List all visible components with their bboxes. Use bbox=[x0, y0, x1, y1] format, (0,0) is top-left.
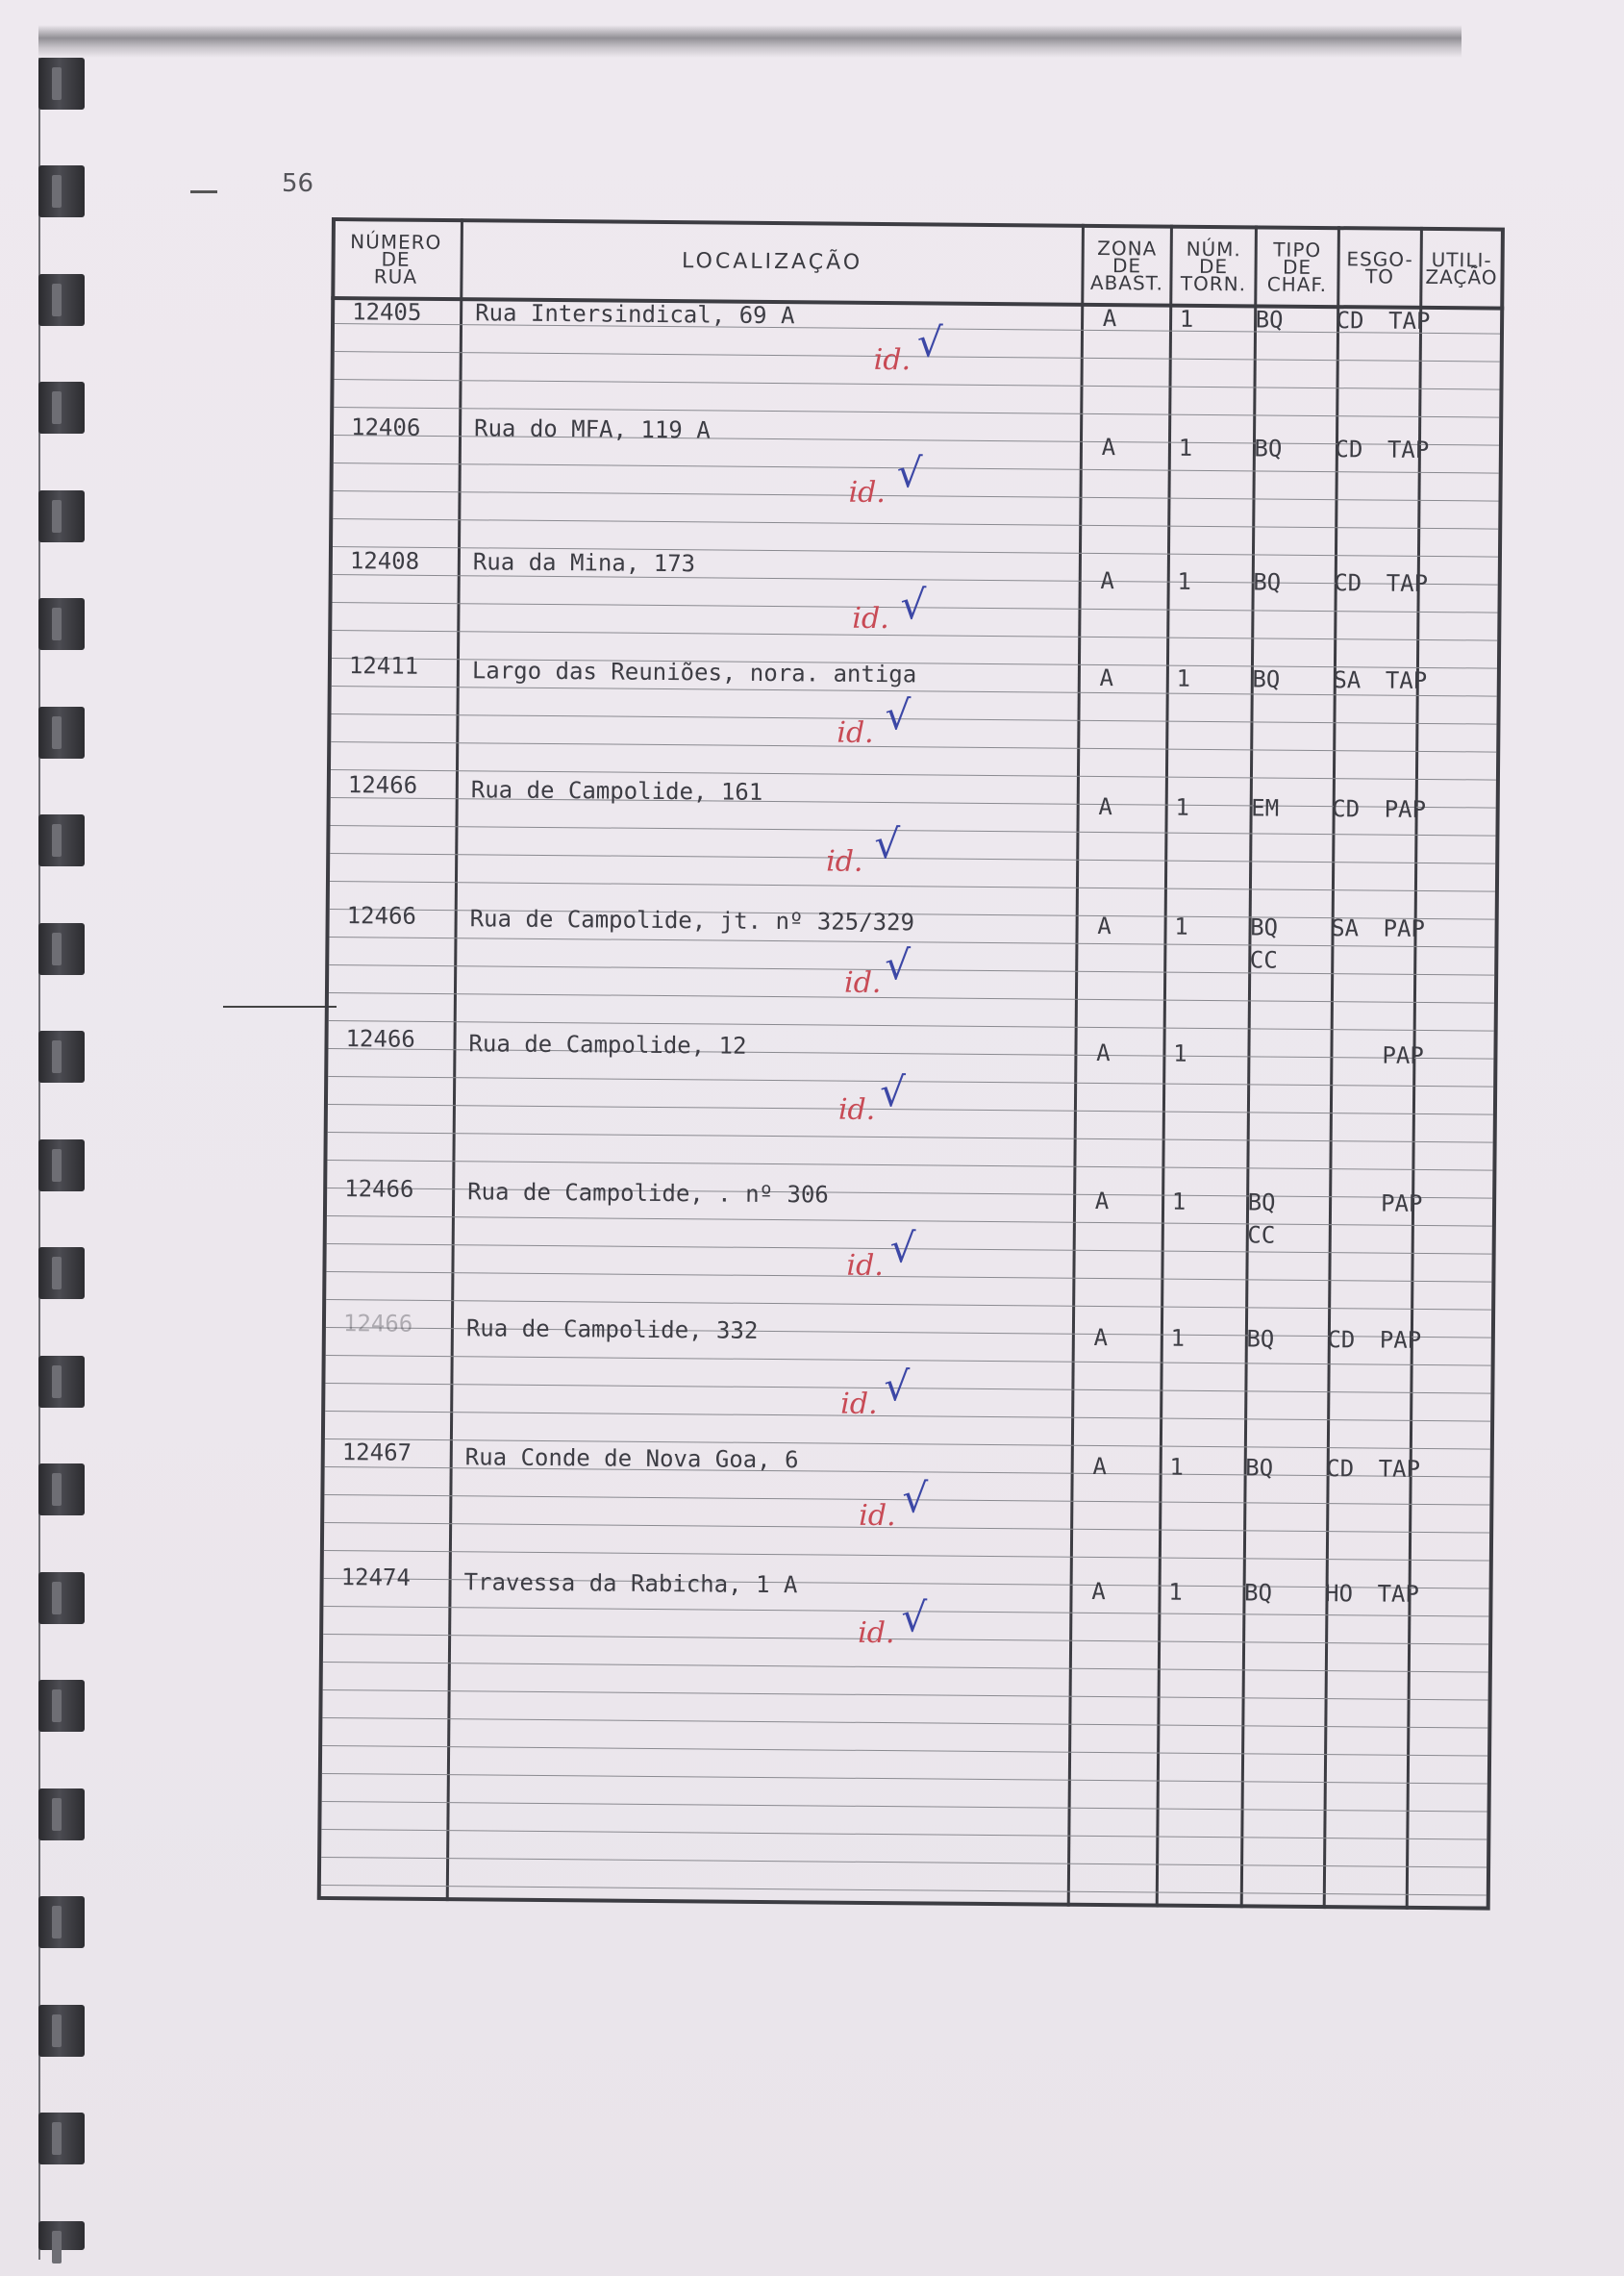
header-zona: ZONA DE ABAST. bbox=[1089, 236, 1164, 295]
usage: TAP bbox=[1377, 1580, 1420, 1608]
check-icon: √ bbox=[885, 691, 912, 739]
location: Rua de Campolide, 332 bbox=[465, 1314, 759, 1344]
location: Rua de Campolide, 161 bbox=[470, 776, 763, 806]
street-number: 12466 bbox=[347, 771, 418, 799]
header-tipo: TIPO DE CHAF. bbox=[1266, 238, 1328, 297]
verification-mark: id. bbox=[837, 1092, 876, 1127]
verification-mark: id. bbox=[826, 844, 863, 879]
binding-ring bbox=[38, 923, 85, 975]
binding-ring bbox=[38, 382, 85, 434]
check-icon: √ bbox=[874, 819, 901, 868]
binding-ring bbox=[38, 1788, 85, 1840]
supply-zone: A bbox=[1100, 566, 1115, 595]
location: Rua de Campolide, jt. nº 325/329 bbox=[469, 905, 915, 937]
binding-ring bbox=[38, 490, 85, 542]
sewer: CD bbox=[1334, 569, 1362, 597]
street-number: 12467 bbox=[341, 1438, 412, 1466]
fountain-type: BQ bbox=[1253, 568, 1282, 596]
page-number: 56 bbox=[282, 169, 314, 198]
street-number: 12466 bbox=[346, 902, 417, 930]
check-icon: √ bbox=[879, 1068, 907, 1116]
margin-line bbox=[223, 1006, 337, 1008]
fountain-type: BQ bbox=[1247, 1188, 1276, 1216]
binding-ring bbox=[38, 1247, 85, 1299]
sewer: HO bbox=[1324, 1580, 1354, 1608]
record-table bbox=[317, 217, 1505, 1911]
street-number: 12408 bbox=[349, 547, 420, 575]
usage: PAP bbox=[1379, 1326, 1422, 1354]
binding-ring bbox=[38, 165, 85, 217]
header-localizacao: LOCALIZAÇÃO bbox=[681, 249, 863, 275]
binding-ring bbox=[38, 1680, 85, 1732]
tap-count: 1 bbox=[1178, 434, 1193, 462]
tap-count: 1 bbox=[1170, 1324, 1186, 1352]
binding-ring bbox=[38, 2005, 85, 2057]
binding-ring bbox=[38, 58, 85, 110]
sewer: CD bbox=[1326, 1455, 1355, 1483]
tap-count: 1 bbox=[1175, 793, 1190, 821]
check-icon: √ bbox=[900, 581, 927, 629]
usage: TAP bbox=[1387, 436, 1430, 463]
fountain-type-secondary: CC bbox=[1247, 1221, 1276, 1249]
check-icon: √ bbox=[885, 941, 912, 989]
street-number: 12406 bbox=[350, 413, 421, 441]
sewer: CD bbox=[1332, 795, 1361, 823]
header-esgoto: ESGO- TO bbox=[1346, 247, 1413, 288]
supply-zone: A bbox=[1091, 1577, 1106, 1606]
tap-count: 1 bbox=[1179, 305, 1194, 333]
sewer: SA bbox=[1331, 914, 1360, 942]
page-top-edge-shadow bbox=[38, 25, 1462, 58]
binding-ring bbox=[38, 707, 85, 759]
tap-count: 1 bbox=[1176, 664, 1191, 692]
street-number: 12474 bbox=[340, 1563, 412, 1591]
fountain-type: BQ bbox=[1254, 435, 1283, 463]
binding-ring bbox=[38, 1463, 85, 1515]
supply-zone: A bbox=[1094, 1187, 1110, 1215]
verification-mark: id. bbox=[840, 1387, 878, 1421]
sewer: CD bbox=[1335, 436, 1363, 463]
supply-zone: A bbox=[1097, 912, 1112, 940]
fountain-type: BQ bbox=[1246, 1325, 1275, 1353]
location: Rua Conde de Nova Goa, 6 bbox=[464, 1443, 799, 1474]
sewer: CD bbox=[1336, 307, 1364, 335]
location: Rua de Campolide, . nº 306 bbox=[467, 1178, 829, 1209]
header-num-torn: NÚM. DE TORN. bbox=[1180, 237, 1247, 296]
supply-zone: A bbox=[1092, 1452, 1108, 1481]
binding-ring bbox=[38, 814, 85, 866]
supply-zone: A bbox=[1099, 663, 1114, 692]
tap-count: 1 bbox=[1177, 567, 1192, 595]
fountain-type: BQ bbox=[1255, 306, 1284, 334]
street-number: 12405 bbox=[352, 298, 422, 326]
binding-ring bbox=[38, 2113, 85, 2164]
sewer: SA bbox=[1333, 666, 1362, 694]
supply-zone: A bbox=[1101, 433, 1116, 462]
usage: TAP bbox=[1387, 307, 1431, 335]
tap-count: 1 bbox=[1171, 1188, 1187, 1215]
supply-zone: A bbox=[1102, 305, 1117, 333]
supply-zone: A bbox=[1096, 1038, 1111, 1067]
check-icon: √ bbox=[889, 1224, 916, 1272]
check-icon: √ bbox=[901, 1593, 928, 1641]
verification-mark: id. bbox=[873, 342, 912, 378]
street-number: 12466 bbox=[344, 1175, 414, 1203]
tap-count: 1 bbox=[1168, 1578, 1183, 1606]
binding-ring bbox=[38, 2221, 85, 2250]
binding-ring bbox=[38, 1139, 85, 1191]
sewer bbox=[1306, 1041, 1383, 1042]
fountain-type: BQ bbox=[1250, 913, 1279, 941]
binding-ring bbox=[38, 274, 85, 326]
fountain-type: BQ bbox=[1243, 1579, 1273, 1607]
verification-mark: id. bbox=[852, 601, 889, 637]
tap-count: 1 bbox=[1174, 913, 1188, 940]
usage: PAP bbox=[1380, 1189, 1423, 1217]
check-icon: √ bbox=[896, 449, 923, 497]
verification-mark: id. bbox=[837, 715, 874, 750]
street-number: 12411 bbox=[348, 652, 419, 680]
tap-count: 1 bbox=[1173, 1039, 1187, 1067]
fountain-type: EM bbox=[1251, 794, 1280, 822]
check-icon: √ bbox=[916, 318, 943, 366]
location: Rua de Campolide, 12 bbox=[468, 1030, 747, 1060]
verification-mark: id. bbox=[843, 965, 882, 1001]
location: Rua da Mina, 173 bbox=[472, 548, 696, 578]
fountain-type: BQ bbox=[1252, 665, 1281, 693]
usage: TAP bbox=[1386, 569, 1429, 597]
supply-zone: A bbox=[1093, 1323, 1109, 1352]
binding-ring bbox=[38, 1896, 85, 1948]
binding-ring bbox=[38, 1572, 85, 1624]
binding-ring bbox=[38, 1356, 85, 1408]
location: Rua Intersindical, 69 A bbox=[475, 299, 795, 330]
street-number: 12466 bbox=[345, 1025, 415, 1053]
supply-zone: A bbox=[1098, 792, 1113, 821]
location: Largo das Reuniões, nora. antiga bbox=[471, 657, 917, 688]
verification-mark: id. bbox=[846, 1248, 885, 1284]
verification-mark: id. bbox=[848, 475, 887, 511]
header-numero: NÚMERO DE RUA bbox=[350, 230, 442, 288]
location: Travessa da Rabicha, 1 A bbox=[463, 1568, 798, 1599]
verification-mark: id. bbox=[859, 1498, 896, 1534]
fountain-type-secondary: CC bbox=[1249, 946, 1278, 974]
usage: PAP bbox=[1383, 914, 1426, 942]
usage: TAP bbox=[1378, 1455, 1421, 1483]
check-icon: √ bbox=[884, 1363, 911, 1411]
header-utilizacao: UTILI- ZAÇÃO bbox=[1425, 247, 1498, 289]
fountain-type bbox=[1225, 1040, 1302, 1041]
sewer: CD bbox=[1327, 1326, 1356, 1354]
tap-count: 1 bbox=[1169, 1453, 1185, 1481]
verification-mark: id. bbox=[858, 1615, 895, 1651]
binding-ring bbox=[38, 598, 85, 650]
usage: PAP bbox=[1384, 795, 1427, 823]
page-dash-mark bbox=[190, 190, 217, 193]
binding-ring bbox=[38, 1031, 85, 1083]
usage: TAP bbox=[1385, 666, 1428, 694]
street-number: 12466 bbox=[342, 1310, 413, 1338]
check-icon: √ bbox=[902, 1474, 929, 1522]
fountain-type: BQ bbox=[1245, 1454, 1274, 1482]
spiral-binding bbox=[17, 38, 75, 2269]
sewer bbox=[1304, 1189, 1381, 1190]
location: Rua do MFA, 119 A bbox=[473, 414, 711, 444]
usage: PAP bbox=[1382, 1041, 1424, 1069]
